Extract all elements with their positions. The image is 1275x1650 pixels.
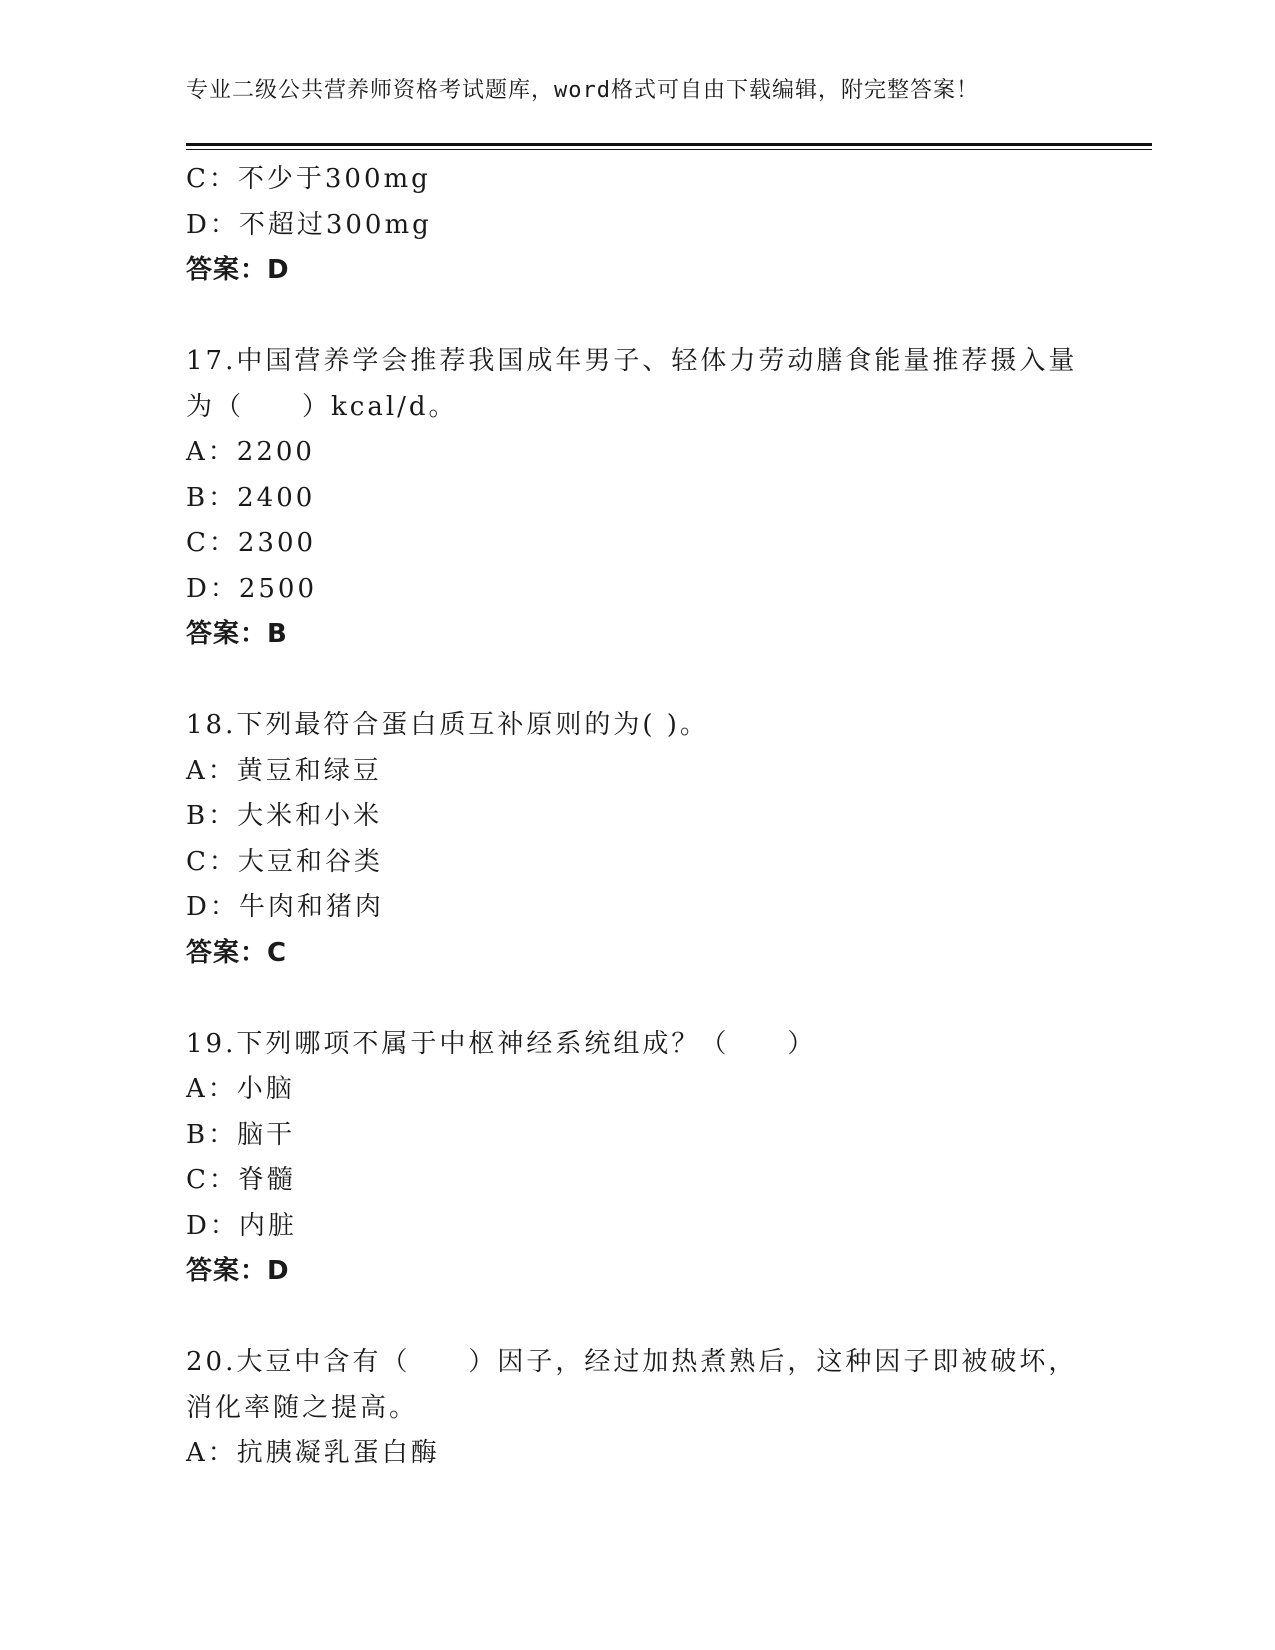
option-b: B：2400 <box>186 482 316 513</box>
option-d: D：内脏 <box>186 1210 297 1241</box>
option-c: C：不少于300mg <box>186 164 431 194</box>
option-a: A：小脑 <box>186 1074 295 1104</box>
option-b: B：大米和小米 <box>186 801 383 831</box>
answer-line: 答案：D <box>186 1256 290 1286</box>
header-rule-thick <box>186 143 1152 146</box>
page-header: 专业二级公共营养师资格考试题库，word格式可自由下载编辑，附完整答案！ <box>186 78 979 103</box>
question-17 <box>186 339 1086 658</box>
answer-line: 答案：C <box>186 937 288 968</box>
question-stem: 19.下列哪项不属于中枢神经系统组成？（ ） <box>186 1028 817 1059</box>
question-stem: 17.中国营养学会推荐我国成年男子、轻体力劳动膳食能量推荐摄入量 <box>186 346 1078 376</box>
question-19 <box>186 1022 1086 1295</box>
option-c: C：2300 <box>186 528 317 558</box>
option-b: B：脑干 <box>186 1119 296 1150</box>
continuation-block <box>186 157 1086 294</box>
header-rule-thin <box>186 149 1152 150</box>
option-d: D：2500 <box>186 573 318 604</box>
question-stem: 消化率随之提高。 <box>186 1392 419 1423</box>
option-d: D：牛肉和猪肉 <box>186 892 384 922</box>
question-stem: 20.大豆中含有（ ）因子，经过加热煮熟后，这种因子即被破坏， <box>186 1347 1078 1377</box>
option-a: A：黄豆和绿豆 <box>186 755 382 786</box>
question-stem: 18.下列最符合蛋白质互补原则的为( )。 <box>186 710 709 740</box>
answer-line: 答案：D <box>186 255 290 285</box>
page-content <box>186 157 1086 1477</box>
option-c: C：大豆和谷类 <box>186 846 383 877</box>
answer-line: 答案：B <box>186 619 288 649</box>
question-20 <box>186 1340 1086 1477</box>
option-a: A：抗胰凝乳蛋白酶 <box>186 1438 440 1468</box>
option-c: C：脊髓 <box>186 1165 296 1195</box>
question-stem: 为（ ）kcal/d。 <box>186 391 458 422</box>
option-d: D：不超过300mg <box>186 209 432 240</box>
option-a: A：2200 <box>186 437 315 467</box>
question-18 <box>186 703 1086 976</box>
